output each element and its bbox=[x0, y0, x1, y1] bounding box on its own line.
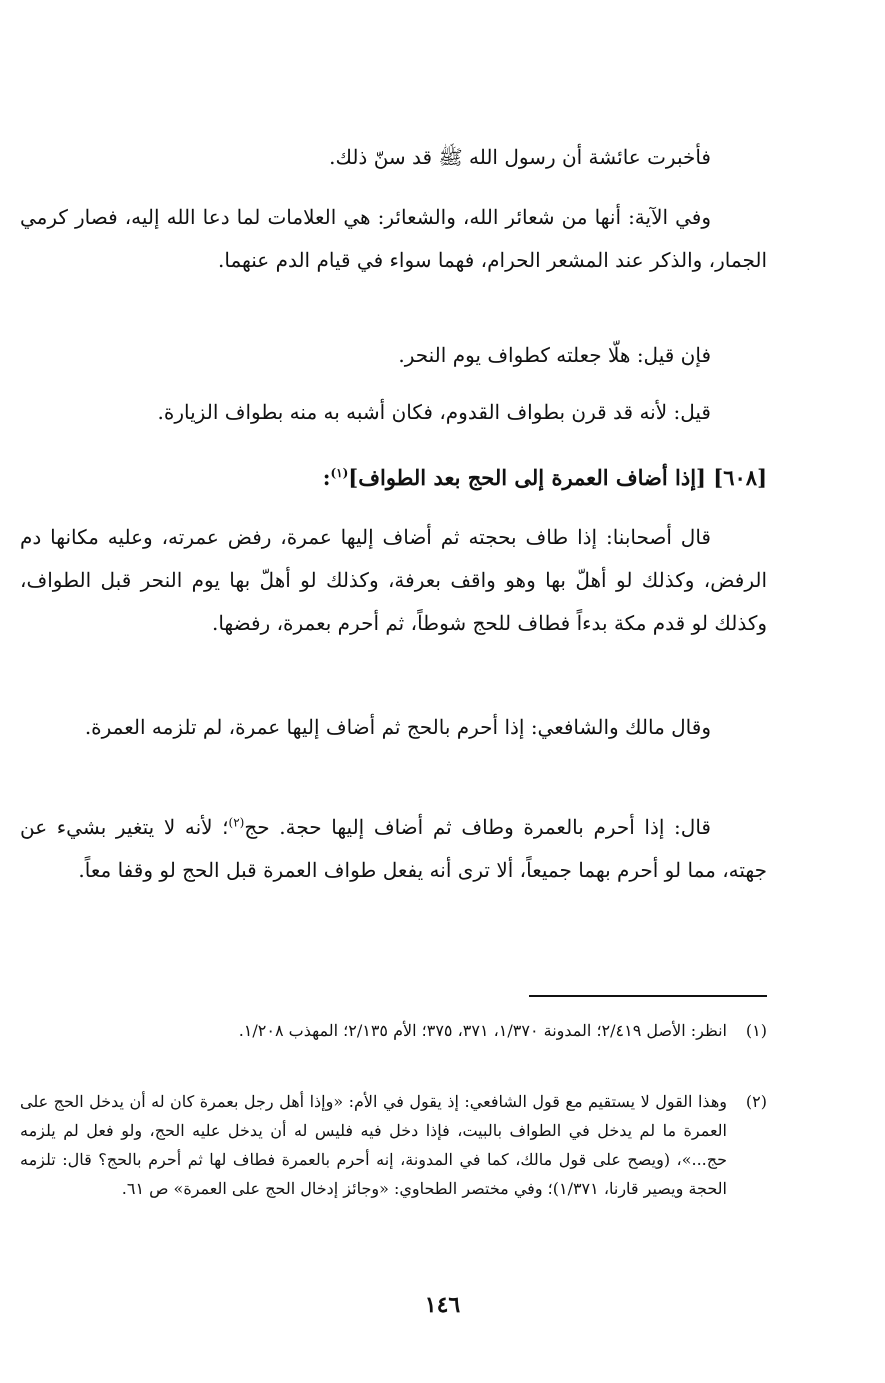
footnote-1 bbox=[20, 1016, 767, 1045]
paragraph-umrah-then-hajj-start: قال: إذا أحرم بالعمرة وطاف ثم أضاف إليها حجة. حج bbox=[244, 815, 711, 839]
paragraph-aisha: فأخبرت عائشة أن رسول الله ﷺ قد سنّ ذلك. bbox=[329, 145, 711, 169]
section-heading-colon: : bbox=[322, 465, 331, 490]
footnote-2-number: (٢) bbox=[745, 1092, 767, 1111]
footnote-2 bbox=[20, 1087, 767, 1203]
book-page bbox=[20, 0, 767, 1383]
paragraph-umrah-then-hajj-end: ؛ لأنه لا يتغير بشيء عن جهته، مما لو أحرم بهما جميعاً، ألا ترى أنه يفعل طواف العمرة قبل الحج لو وقفا معاً. bbox=[20, 815, 767, 882]
section-heading bbox=[20, 456, 767, 499]
footnote-ref-2[interactable]: (٢) bbox=[228, 815, 245, 830]
paragraph-objection: فإن قيل: هلّا جعلته كطواف يوم النحر. bbox=[398, 343, 711, 367]
section-heading-text: [٦٠٨] [إذا أضاف العمرة إلى الحج بعد الطواف] bbox=[348, 465, 767, 490]
footnote-2-text: وهذا القول لا يستقيم مع قول الشافعي: إذ يقول في الأم: «وإذا أهل رجل بعمرة كان له أن يدخل الحج على العمرة ما لم يدخل في الطواف بالبيت، فإذا دخل فيه فليس له أن يدخل عليه الحج، ولو فعل لم يلزمه حج...»، (ويصح على قول مالك، كما في المدونة، إنه أحرم بالعمرة فطاف لها ثم أحرم بالحج؟ قال: تلزمه الحجة ويصير قارنا، ١/٣٧١)؛ وفي مختصر الطحاوي: «وجائز إدخال الحج على العمرة» ص ٦١. bbox=[20, 1092, 727, 1198]
footnote-1-text: انظر: الأصل ٢/٤١٩؛ المدونة ١/٣٧٠، ٣٧١، ٣٧٥؛ الأم ٢/١٣٥؛ المهذب ١/٢٠٨. bbox=[238, 1021, 727, 1040]
paragraph-hanafi-position: قال أصحابنا: إذا طاف بحجته ثم أضاف إليها عمرة، رفض عمرته، وعليه مكانها دم الرفض، وكذلك لو أهلّ بها وهو واقف بعرفة، وكذلك لو أهلّ بها يوم النحر قبل الطواف، وكذلك لو قدم مكة بدءاً فطاف للحج شوطاً، ثم أحرم بعمرة، رفضها. bbox=[20, 525, 767, 635]
footnote-divider bbox=[529, 995, 767, 997]
footnote-ref-1[interactable]: (١) bbox=[330, 466, 349, 480]
paragraph-reply: قيل: لأنه قد قرن بطواف القدوم، فكان أشبه به منه بطواف الزيارة. bbox=[157, 400, 711, 424]
footnote-1-number: (١) bbox=[745, 1021, 767, 1040]
paragraph-umrah-then-hajj bbox=[20, 806, 767, 892]
paragraph-malik-shafii: وقال مالك والشافعي: إذا أحرم بالحج ثم أضاف إليها عمرة، لم تلزمه العمرة. bbox=[84, 715, 711, 739]
paragraph-verse-explanation: وفي الآية: أنها من شعائر الله، والشعائر: هي العلامات لما دعا الله إليه، فصار كرمي الجمار، والذكر عند المشعر الحرام، فهما سواء في قيام الدم عنهما. bbox=[20, 205, 767, 272]
page-number: ١٤٦ bbox=[424, 1292, 461, 1318]
